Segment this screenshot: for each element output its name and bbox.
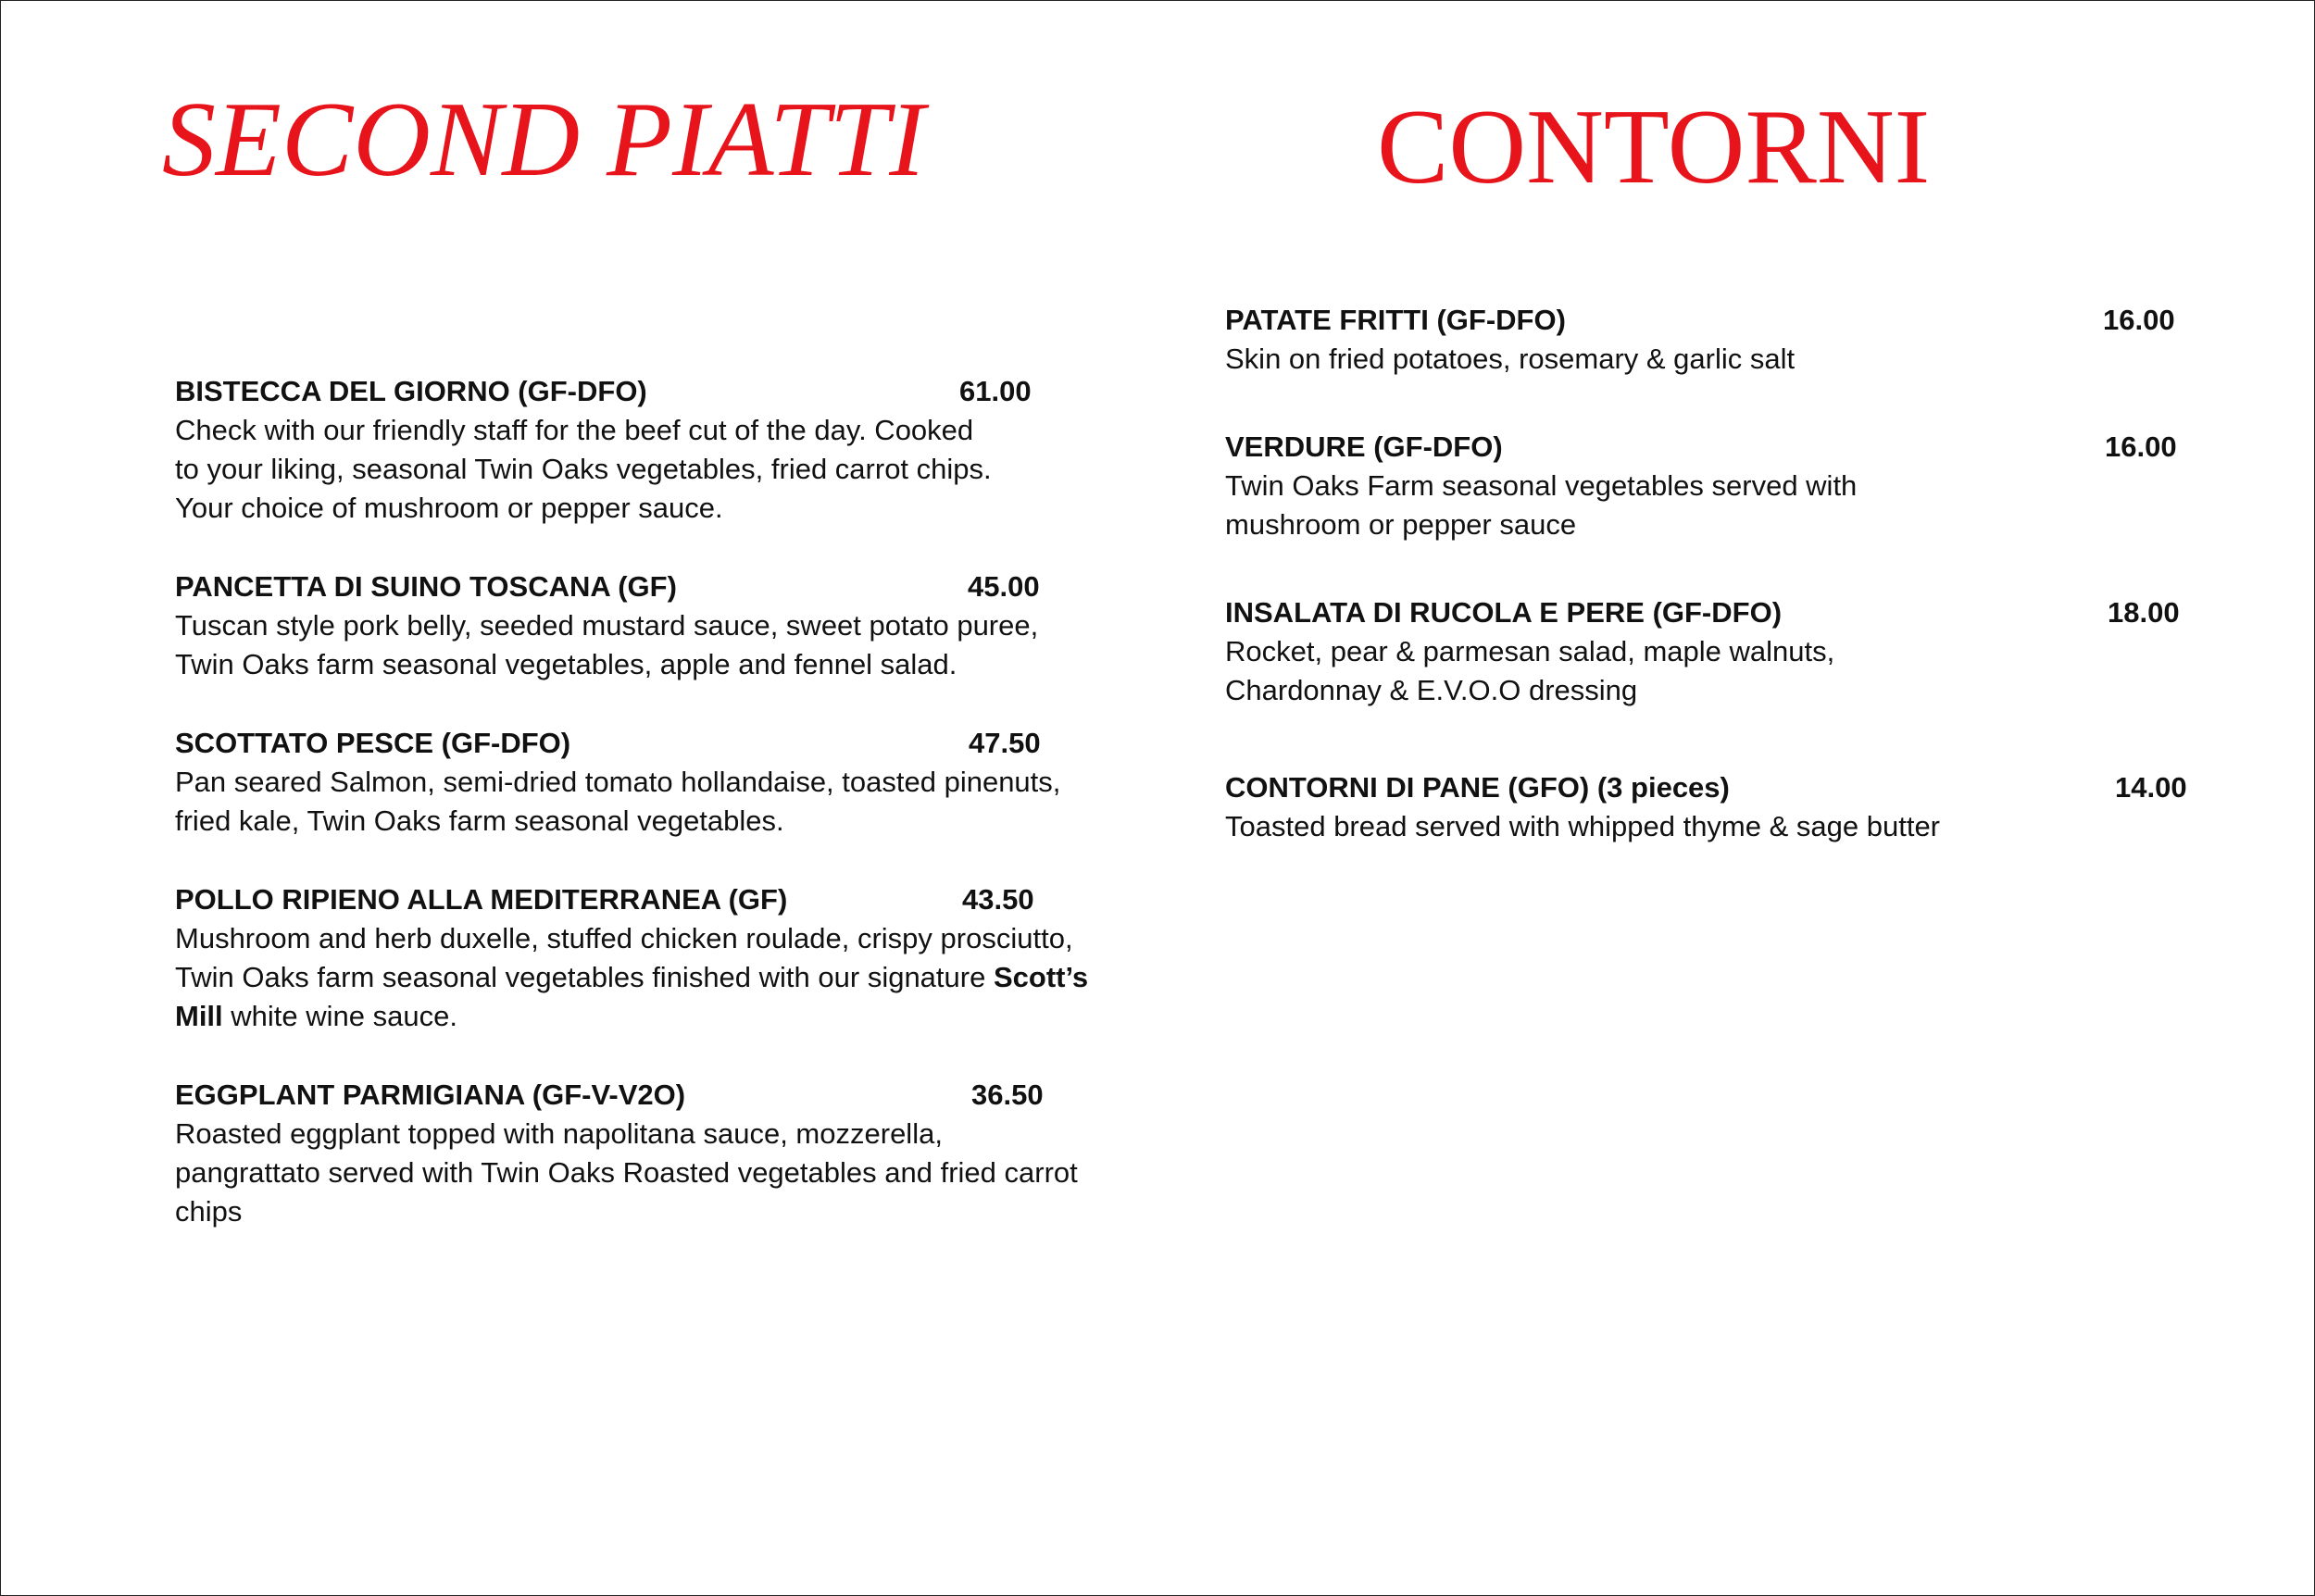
item-name: BISTECCA DEL GIORNO (GF-DFO) (175, 375, 647, 407)
item-description: Roasted eggplant topped with napolitana sauce, mozzerella, pangrattato served with Twin Oaks Roasted vegetables and fried carrot chips (175, 1117, 1078, 1228)
item-price: 43.50 (962, 883, 1034, 916)
item-price: 16.00 (2103, 304, 2175, 336)
second-piatti-heading: SECOND PIATTI (162, 81, 925, 199)
contorni-heading: CONTORNI (1377, 88, 1931, 206)
item-description: Pan seared Salmon, semi-dried tomato hollandaise, toasted pinenuts, fried kale, Twin Oaks farm seasonal vegetables. (175, 766, 1061, 837)
menu-item-patate-fritti (1225, 301, 2197, 379)
item-price: 47.50 (969, 727, 1041, 759)
menu-item-eggplant-parmigiana (175, 1076, 1110, 1231)
item-description: Tuscan style pork belly, seeded mustard sauce, sweet potato puree, Twin Oaks farm seasonal vegetables, apple and fennel salad. (175, 609, 1039, 680)
menu-item-contorni-di-pane (1225, 768, 2197, 846)
item-description (175, 919, 1110, 1036)
item-description: Toasted bread served with whipped thyme & sage butter (1225, 810, 1941, 842)
item-price: 18.00 (2108, 596, 2180, 629)
item-price: 14.00 (2115, 771, 2187, 804)
item-name: VERDURE (GF-DFO) (1225, 430, 1503, 463)
item-name: SCOTTATO PESCE (GF-DFO) (175, 727, 571, 759)
menu-item-pancetta (175, 567, 1110, 684)
item-name: PATATE FRITTI (GF-DFO) (1225, 304, 1566, 336)
second-piatti-list (175, 372, 1110, 1271)
item-price: 16.00 (2105, 430, 2177, 463)
menu-item-bistecca (175, 372, 1110, 528)
item-name: POLLO RIPIENO ALLA MEDITERRANEA (GF) (175, 883, 788, 916)
scotts-mill-brand: Scott’s Mill (175, 961, 1089, 1032)
item-description-text: Mushroom and herb duxelle, stuffed chicken roulade, crispy prosciutto, Twin Oaks farm seasonal vegetables finished with our signature (175, 922, 1073, 993)
contorni-list (1225, 301, 2197, 895)
menu-item-pollo-ripieno (175, 880, 1110, 1036)
item-description: Check with our friendly staff for the beef cut of the day. Cooked to your liking, seasonal Twin Oaks vegetables, fried carrot chips. Your choice of mushroom or pepper sauce. (175, 414, 992, 524)
item-name: PANCETTA DI SUINO TOSCANA (GF) (175, 570, 677, 603)
item-name: INSALATA DI RUCOLA E PERE (GF-DFO) (1225, 596, 1783, 629)
item-price: 45.00 (968, 570, 1040, 603)
item-name: EGGPLANT PARMIGIANA (GF-V-V2O) (175, 1079, 686, 1111)
item-price: 36.50 (971, 1079, 1044, 1111)
menu-item-scottato-pesce (175, 724, 1110, 841)
item-description: Skin on fried potatoes, rosemary & garlic salt (1225, 343, 1796, 375)
item-name: CONTORNI DI PANE (GFO) (3 pieces) (1225, 771, 1730, 804)
menu-item-verdure (1225, 428, 2197, 544)
menu-item-insalata-rucola (1225, 593, 2197, 710)
item-description: Twin Oaks Farm seasonal vegetables served with mushroom or pepper sauce (1225, 469, 1858, 541)
item-price: 61.00 (959, 375, 1032, 407)
item-description-text: white wine sauce. (222, 1000, 457, 1032)
item-description: Rocket, pear & parmesan salad, maple walnuts, Chardonnay & E.V.O.O dressing (1225, 635, 1835, 706)
